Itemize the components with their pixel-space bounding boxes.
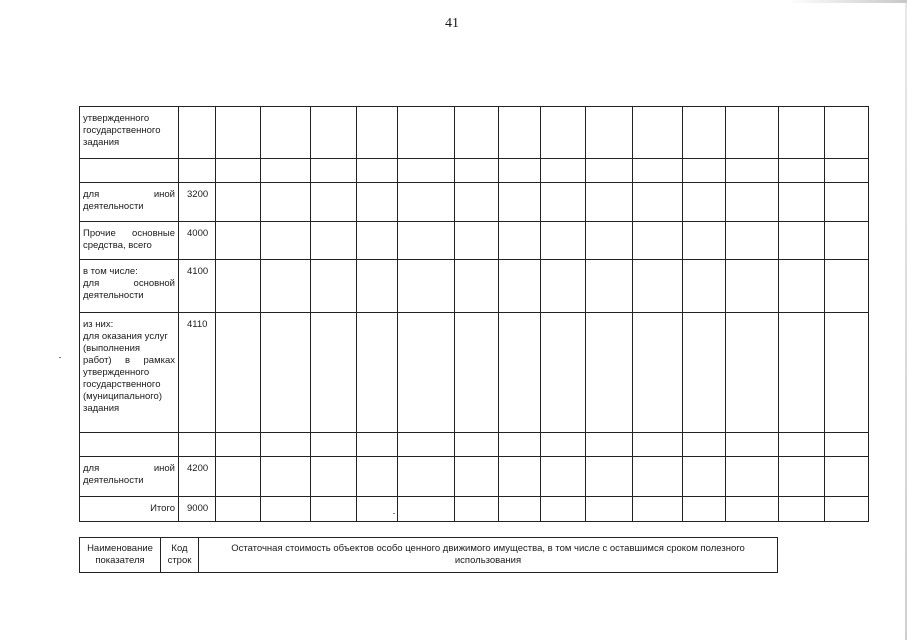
value-cell <box>779 457 825 497</box>
value-cell <box>261 183 311 222</box>
value-cell <box>455 457 499 497</box>
value-cell <box>541 260 586 313</box>
table-row <box>80 107 869 159</box>
value-cell <box>455 313 499 433</box>
value-cell <box>398 313 455 433</box>
value-cell <box>633 497 683 522</box>
value-cell <box>541 497 586 522</box>
row-label-line: из них: <box>83 319 114 330</box>
table-row <box>80 457 869 497</box>
row-label <box>80 313 179 433</box>
value-cell <box>586 433 633 457</box>
value-cell <box>261 457 311 497</box>
value-cell <box>216 183 261 222</box>
scan-speck <box>59 357 61 358</box>
value-cell <box>499 260 541 313</box>
value-cell <box>398 497 455 522</box>
value-cell <box>683 313 726 433</box>
row-label <box>80 497 179 522</box>
row-label <box>80 159 179 183</box>
value-cell <box>541 222 586 260</box>
value-cell <box>586 222 633 260</box>
row-code: 4100 <box>179 260 216 313</box>
row-label-line: деятельности <box>83 475 144 486</box>
header-name-column: Наименование показателя <box>80 538 161 573</box>
value-cell <box>216 497 261 522</box>
value-cell <box>779 222 825 260</box>
value-cell <box>779 107 825 159</box>
value-cell <box>261 313 311 433</box>
value-cell <box>586 313 633 433</box>
value-cell <box>633 433 683 457</box>
value-cell <box>541 183 586 222</box>
page-edge-top <box>787 0 907 3</box>
row-label-line: Прочие основные <box>83 228 175 239</box>
header-row <box>80 538 778 573</box>
value-cell <box>398 260 455 313</box>
value-cell <box>261 159 311 183</box>
header-code-column: Код строк <box>161 538 199 573</box>
row-label <box>80 433 179 457</box>
value-cell <box>455 159 499 183</box>
value-cell <box>311 222 357 260</box>
value-cell <box>455 107 499 159</box>
value-cell <box>825 107 869 159</box>
value-cell <box>586 497 633 522</box>
row-label-line: средства, всего <box>83 240 152 251</box>
row-code <box>179 433 216 457</box>
value-cell <box>683 433 726 457</box>
value-cell <box>499 457 541 497</box>
table-row <box>80 313 869 433</box>
value-cell <box>825 457 869 497</box>
value-cell <box>311 433 357 457</box>
value-cell <box>683 107 726 159</box>
value-cell <box>357 183 398 222</box>
row-label <box>80 183 179 222</box>
value-cell <box>779 159 825 183</box>
value-cell <box>586 260 633 313</box>
value-cell <box>683 497 726 522</box>
value-cell <box>261 107 311 159</box>
value-cell <box>726 260 779 313</box>
value-cell <box>261 260 311 313</box>
value-cell <box>633 107 683 159</box>
row-label-line: для оказания услуг <box>83 331 168 342</box>
value-cell <box>216 313 261 433</box>
value-cell <box>633 260 683 313</box>
value-cell <box>499 159 541 183</box>
row-label-line: задания <box>83 137 120 148</box>
value-cell <box>216 159 261 183</box>
value-cell <box>541 313 586 433</box>
value-cell <box>357 260 398 313</box>
value-cell <box>726 222 779 260</box>
value-cell <box>586 183 633 222</box>
value-cell <box>357 159 398 183</box>
value-cell <box>499 183 541 222</box>
value-cell <box>357 313 398 433</box>
value-cell <box>779 183 825 222</box>
value-cell <box>726 107 779 159</box>
value-cell <box>455 260 499 313</box>
value-cell <box>398 183 455 222</box>
value-cell <box>216 222 261 260</box>
value-cell <box>779 260 825 313</box>
value-cell <box>726 457 779 497</box>
value-cell <box>541 433 586 457</box>
row-label-line: работ) в рамках <box>83 355 175 366</box>
row-label-line: деятельности <box>83 201 144 212</box>
row-label <box>80 260 179 313</box>
row-code: 9000 <box>179 497 216 522</box>
assets-table <box>79 106 869 522</box>
value-cell <box>726 159 779 183</box>
value-cell <box>216 457 261 497</box>
value-cell <box>726 183 779 222</box>
value-cell <box>398 457 455 497</box>
page-number: 41 <box>445 16 459 31</box>
value-cell <box>541 457 586 497</box>
value-cell <box>633 313 683 433</box>
value-cell <box>357 222 398 260</box>
value-cell <box>633 159 683 183</box>
value-cell <box>311 260 357 313</box>
value-cell <box>261 222 311 260</box>
value-cell <box>586 457 633 497</box>
value-cell <box>586 107 633 159</box>
value-cell <box>541 107 586 159</box>
row-label-line: утвержденного <box>83 367 150 378</box>
value-cell <box>357 497 398 522</box>
value-cell <box>683 260 726 313</box>
value-cell <box>825 159 869 183</box>
value-cell <box>261 433 311 457</box>
value-cell <box>398 107 455 159</box>
row-label-line: государственного <box>83 379 161 390</box>
value-cell <box>216 107 261 159</box>
table-row <box>80 222 869 260</box>
row-label-line: Итого <box>150 503 175 514</box>
next-table-header <box>79 537 778 573</box>
value-cell <box>499 433 541 457</box>
value-cell <box>825 260 869 313</box>
scan-speck <box>393 513 395 514</box>
row-label-line: для основной <box>83 278 175 289</box>
value-cell <box>261 497 311 522</box>
value-cell <box>633 183 683 222</box>
value-cell <box>825 222 869 260</box>
value-cell <box>357 433 398 457</box>
row-code: 4110 <box>179 313 216 433</box>
row-code <box>179 107 216 159</box>
header-value-column: Остаточная стоимость объектов особо ценного движимого имущества, в том числе с оставшимся сроком полезного использования <box>199 538 778 573</box>
table-row <box>80 183 869 222</box>
value-cell <box>455 497 499 522</box>
value-cell <box>825 497 869 522</box>
value-cell <box>586 159 633 183</box>
row-label <box>80 222 179 260</box>
row-label-line: в том числе: <box>83 266 138 277</box>
value-cell <box>825 183 869 222</box>
value-cell <box>311 313 357 433</box>
row-label-line: задания <box>83 403 120 414</box>
row-label-line: государственного <box>83 125 161 136</box>
value-cell <box>683 159 726 183</box>
row-label-line: для иной <box>83 189 175 200</box>
value-cell <box>455 433 499 457</box>
row-code: 4200 <box>179 457 216 497</box>
table-row <box>80 433 869 457</box>
row-code <box>179 159 216 183</box>
value-cell <box>216 260 261 313</box>
value-cell <box>683 457 726 497</box>
value-cell <box>455 222 499 260</box>
row-label <box>80 457 179 497</box>
value-cell <box>311 159 357 183</box>
value-cell <box>541 159 586 183</box>
value-cell <box>398 222 455 260</box>
value-cell <box>499 497 541 522</box>
value-cell <box>311 183 357 222</box>
value-cell <box>633 222 683 260</box>
value-cell <box>357 107 398 159</box>
value-cell <box>683 183 726 222</box>
value-cell <box>779 433 825 457</box>
value-cell <box>311 497 357 522</box>
row-code: 3200 <box>179 183 216 222</box>
row-code: 4000 <box>179 222 216 260</box>
value-cell <box>311 107 357 159</box>
value-cell <box>825 313 869 433</box>
value-cell <box>825 433 869 457</box>
value-cell <box>499 313 541 433</box>
value-cell <box>311 457 357 497</box>
value-cell <box>726 433 779 457</box>
value-cell <box>633 457 683 497</box>
row-label-line: (выполнения <box>83 343 141 354</box>
value-cell <box>216 433 261 457</box>
row-label-line: (муниципального) <box>83 391 163 402</box>
row-label <box>80 107 179 159</box>
value-cell <box>779 313 825 433</box>
value-cell <box>726 313 779 433</box>
value-cell <box>779 497 825 522</box>
value-cell <box>683 222 726 260</box>
table-row <box>80 260 869 313</box>
value-cell <box>499 107 541 159</box>
row-label-line: утвержденного <box>83 113 150 124</box>
table-row <box>80 497 869 522</box>
value-cell <box>357 457 398 497</box>
table-row <box>80 159 869 183</box>
value-cell <box>398 433 455 457</box>
value-cell <box>499 222 541 260</box>
value-cell <box>398 159 455 183</box>
value-cell <box>455 183 499 222</box>
row-label-line: деятельности <box>83 290 144 301</box>
value-cell <box>726 497 779 522</box>
row-label-line: для иной <box>83 463 175 474</box>
